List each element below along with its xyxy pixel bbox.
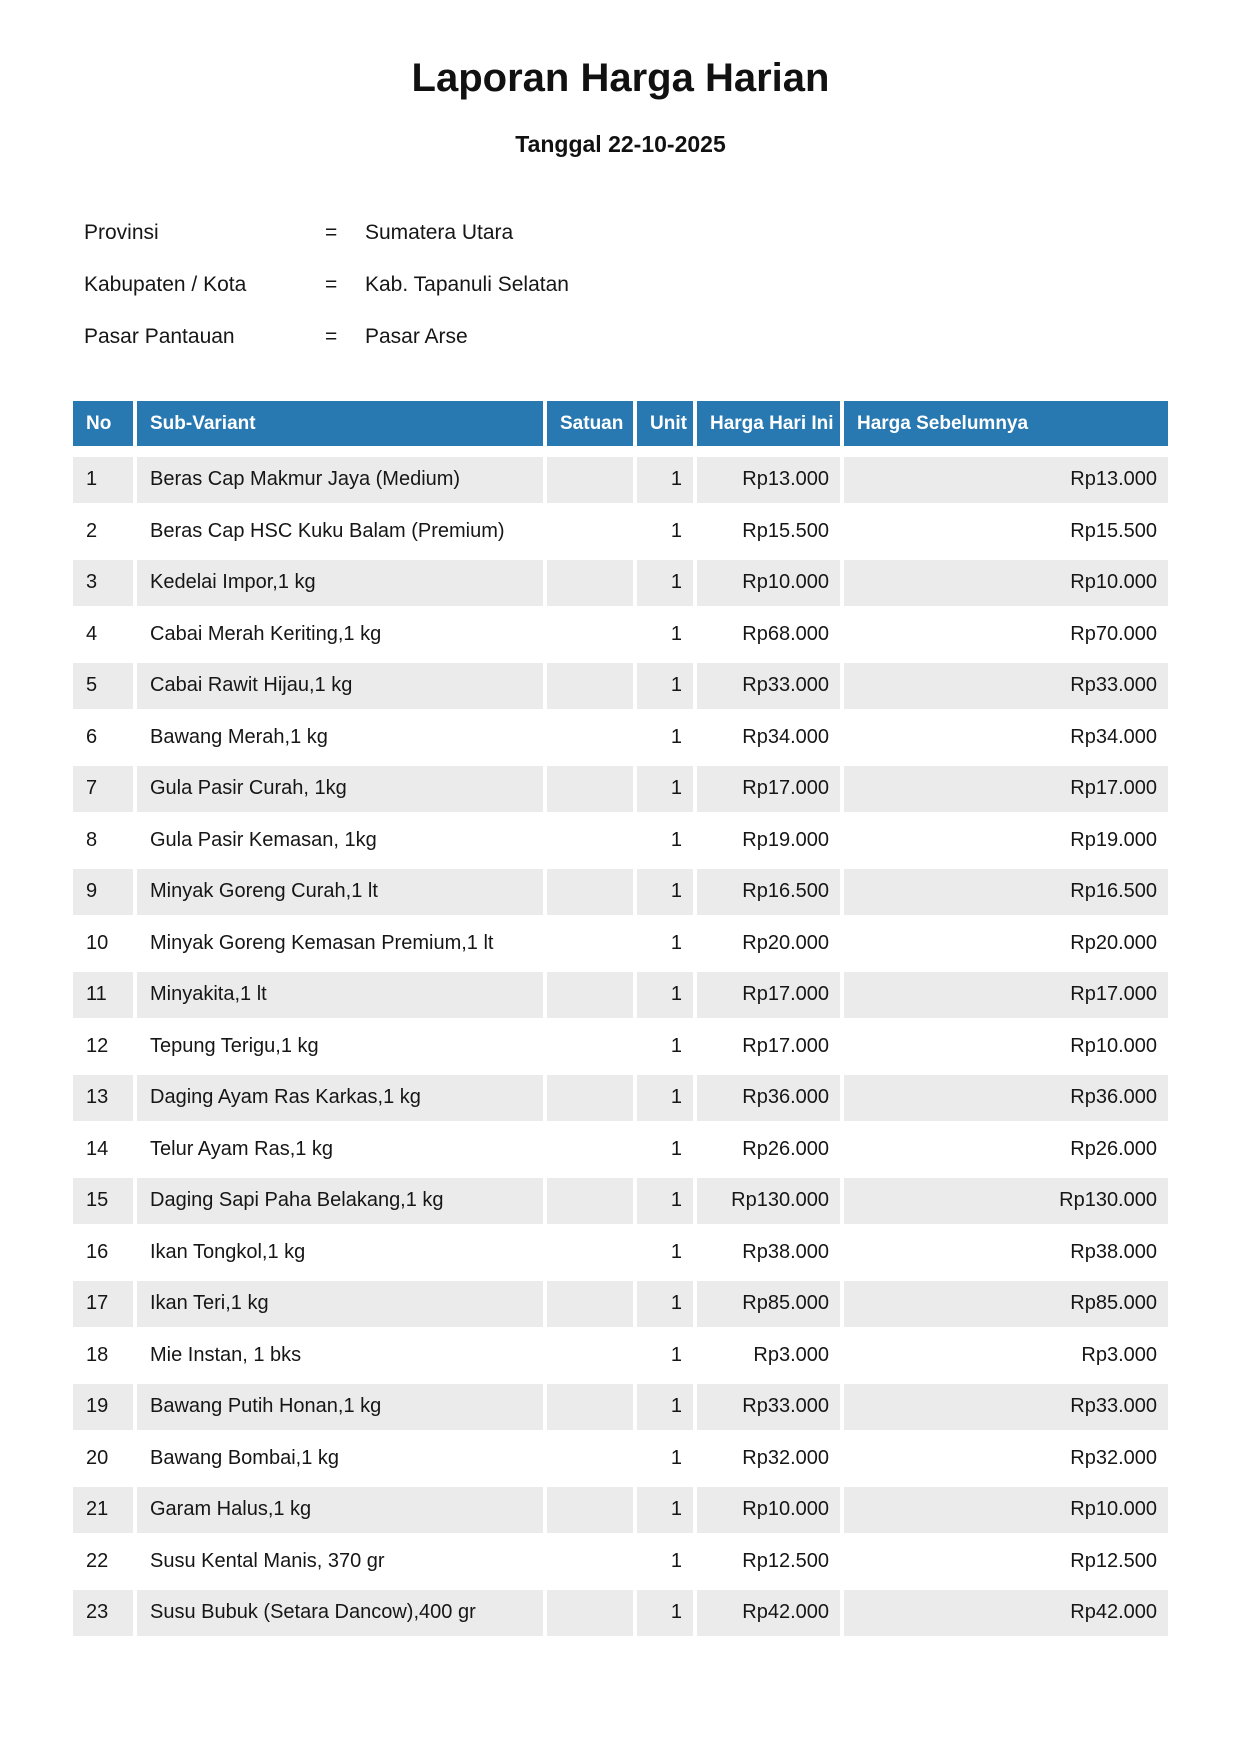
cell-no: 14 xyxy=(86,1137,109,1160)
info-value: Pasar Arse xyxy=(365,325,468,348)
cell-harga-hari-ini: Rp36.000 xyxy=(697,1075,840,1121)
cell-satuan xyxy=(547,818,633,864)
cell-sub-variant: Gula Pasir Curah, 1kg xyxy=(137,766,543,812)
cell-harga-hari-ini: Rp17.000 xyxy=(697,766,840,812)
cell-harga-hari-ini: Rp33.000 xyxy=(697,1384,840,1430)
cell-harga-hari-ini: Rp26.000 xyxy=(742,1137,829,1160)
cell-harga-hari-ini: Rp20.000 xyxy=(742,931,829,954)
cell-satuan xyxy=(547,869,633,915)
cell-unit: 1 xyxy=(637,1590,693,1636)
cell-unit: 1 xyxy=(637,663,693,709)
cell-harga-hari-ini: Rp3.000 xyxy=(753,1343,829,1366)
table-row xyxy=(73,1281,1168,1327)
cell-sub-variant: Telur Ayam Ras,1 kg xyxy=(150,1137,334,1160)
cell-harga-sebelumnya: Rp13.000 xyxy=(844,457,1168,503)
cell-satuan xyxy=(547,663,633,709)
cell-harga-sebelumnya: Rp16.500 xyxy=(844,869,1168,915)
cell-satuan xyxy=(547,1281,633,1327)
cell-satuan xyxy=(547,1487,633,1533)
column-header-sub-variant: Sub-Variant xyxy=(137,401,543,446)
table-row xyxy=(73,1230,1168,1276)
cell-no: 9 xyxy=(73,869,133,915)
cell-no: 22 xyxy=(86,1549,109,1572)
report-info xyxy=(84,222,784,378)
cell-satuan xyxy=(547,457,633,503)
cell-sub-variant: Ikan Teri,1 kg xyxy=(137,1281,543,1327)
cell-harga-sebelumnya: Rp12.500 xyxy=(1070,1549,1157,1572)
column-header-harga-hari-ini: Harga Hari Ini xyxy=(697,401,840,446)
cell-sub-variant: Kedelai Impor,1 kg xyxy=(137,560,543,606)
page-title: Laporan Harga Harian xyxy=(411,56,830,100)
equals-sign: = xyxy=(325,273,338,296)
table-header-row xyxy=(73,401,1168,446)
table-row xyxy=(73,715,1168,761)
cell-unit: 1 xyxy=(670,1137,682,1160)
column-header-satuan: Satuan xyxy=(547,401,633,446)
cell-harga-sebelumnya: Rp10.000 xyxy=(1070,1034,1157,1057)
cell-unit: 1 xyxy=(670,725,682,748)
cell-harga-sebelumnya: Rp36.000 xyxy=(844,1075,1168,1121)
cell-unit: 1 xyxy=(637,1384,693,1430)
cell-satuan xyxy=(547,1075,633,1121)
cell-harga-hari-ini: Rp17.000 xyxy=(742,1034,829,1057)
cell-no: 19 xyxy=(73,1384,133,1430)
table-row xyxy=(73,612,1168,658)
cell-harga-sebelumnya: Rp32.000 xyxy=(1070,1446,1157,1469)
cell-no: 11 xyxy=(73,972,133,1018)
info-label: Pasar Pantauan xyxy=(84,325,235,348)
cell-harga-hari-ini: Rp15.500 xyxy=(742,519,829,542)
cell-sub-variant: Minyakita,1 lt xyxy=(137,972,543,1018)
info-value: Kab. Tapanuli Selatan xyxy=(365,273,569,296)
cell-no: 6 xyxy=(86,725,98,748)
cell-harga-sebelumnya: Rp15.500 xyxy=(1070,519,1157,542)
equals-sign: = xyxy=(325,325,338,348)
cell-satuan xyxy=(547,1127,633,1173)
cell-no: 20 xyxy=(86,1446,109,1469)
cell-unit: 1 xyxy=(637,1487,693,1533)
price-table xyxy=(73,401,1168,1636)
table-row xyxy=(73,972,1168,1018)
cell-satuan xyxy=(547,560,633,606)
cell-harga-hari-ini: Rp10.000 xyxy=(697,560,840,606)
cell-harga-hari-ini: Rp42.000 xyxy=(697,1590,840,1636)
cell-harga-sebelumnya: Rp20.000 xyxy=(1070,931,1157,954)
column-header-no: No xyxy=(73,401,133,446)
cell-no: 3 xyxy=(73,560,133,606)
cell-unit: 1 xyxy=(637,972,693,1018)
cell-sub-variant: Tepung Terigu,1 kg xyxy=(150,1034,319,1057)
cell-harga-sebelumnya: Rp26.000 xyxy=(1070,1137,1157,1160)
cell-sub-variant: Daging Ayam Ras Karkas,1 kg xyxy=(137,1075,543,1121)
cell-no: 5 xyxy=(73,663,133,709)
info-label: Provinsi xyxy=(84,221,159,244)
cell-sub-variant: Gula Pasir Kemasan, 1kg xyxy=(150,828,377,851)
cell-unit: 1 xyxy=(670,1034,682,1057)
table-row xyxy=(73,869,1168,915)
table-row xyxy=(73,1075,1168,1121)
cell-sub-variant: Minyak Goreng Curah,1 lt xyxy=(137,869,543,915)
cell-satuan xyxy=(547,1590,633,1636)
cell-harga-hari-ini: Rp33.000 xyxy=(697,663,840,709)
cell-satuan xyxy=(547,766,633,812)
info-value: Sumatera Utara xyxy=(365,221,514,244)
cell-satuan xyxy=(547,1539,633,1585)
cell-no: 12 xyxy=(86,1034,109,1057)
table-row xyxy=(73,663,1168,709)
cell-harga-sebelumnya: Rp70.000 xyxy=(1070,622,1157,645)
cell-no: 16 xyxy=(86,1240,109,1263)
cell-sub-variant: Mie Instan, 1 bks xyxy=(150,1343,302,1366)
cell-satuan xyxy=(547,1384,633,1430)
cell-no: 7 xyxy=(73,766,133,812)
cell-unit: 1 xyxy=(670,622,682,645)
cell-harga-hari-ini: Rp17.000 xyxy=(697,972,840,1018)
cell-no: 13 xyxy=(73,1075,133,1121)
cell-no: 15 xyxy=(73,1178,133,1224)
cell-unit: 1 xyxy=(670,1446,682,1469)
cell-satuan xyxy=(547,1436,633,1482)
cell-harga-sebelumnya: Rp38.000 xyxy=(1070,1240,1157,1263)
info-row-kabupaten xyxy=(84,274,784,295)
report-date: Tanggal 22-10-2025 xyxy=(515,131,726,157)
cell-unit: 1 xyxy=(670,931,682,954)
cell-harga-sebelumnya: Rp10.000 xyxy=(844,1487,1168,1533)
cell-unit: 1 xyxy=(670,1343,682,1366)
cell-harga-sebelumnya: Rp17.000 xyxy=(844,972,1168,1018)
cell-unit: 1 xyxy=(637,869,693,915)
cell-sub-variant: Garam Halus,1 kg xyxy=(137,1487,543,1533)
cell-harga-hari-ini: Rp12.500 xyxy=(742,1549,829,1572)
cell-no: 2 xyxy=(86,519,98,542)
cell-unit: 1 xyxy=(670,1549,682,1572)
cell-harga-hari-ini: Rp85.000 xyxy=(697,1281,840,1327)
table-row xyxy=(73,509,1168,555)
cell-harga-sebelumnya: Rp19.000 xyxy=(1070,828,1157,851)
table-row xyxy=(73,1127,1168,1173)
cell-harga-hari-ini: Rp10.000 xyxy=(697,1487,840,1533)
table-row xyxy=(73,921,1168,967)
cell-unit: 1 xyxy=(670,828,682,851)
column-header-unit: Unit xyxy=(637,401,693,446)
cell-no: 1 xyxy=(73,457,133,503)
cell-satuan xyxy=(547,509,633,555)
cell-no: 10 xyxy=(86,931,109,954)
cell-no: 4 xyxy=(86,622,98,645)
cell-harga-sebelumnya: Rp130.000 xyxy=(844,1178,1168,1224)
cell-sub-variant: Daging Sapi Paha Belakang,1 kg xyxy=(137,1178,543,1224)
cell-harga-hari-ini: Rp38.000 xyxy=(742,1240,829,1263)
table-row xyxy=(73,1487,1168,1533)
cell-sub-variant: Ikan Tongkol,1 kg xyxy=(150,1240,306,1263)
cell-harga-hari-ini: Rp68.000 xyxy=(742,622,829,645)
table-row xyxy=(73,766,1168,812)
cell-harga-sebelumnya: Rp10.000 xyxy=(844,560,1168,606)
cell-sub-variant: Susu Kental Manis, 370 gr xyxy=(150,1549,385,1572)
cell-harga-sebelumnya: Rp3.000 xyxy=(1081,1343,1157,1366)
cell-sub-variant: Cabai Rawit Hijau,1 kg xyxy=(137,663,543,709)
cell-no: 23 xyxy=(73,1590,133,1636)
cell-harga-hari-ini: Rp130.000 xyxy=(697,1178,840,1224)
table-row xyxy=(73,1539,1168,1585)
column-header-harga-sebelumnya: Harga Sebelumnya xyxy=(844,401,1168,446)
table-row xyxy=(73,1333,1168,1379)
cell-satuan xyxy=(547,715,633,761)
table-row xyxy=(73,818,1168,864)
cell-no: 8 xyxy=(86,828,98,851)
cell-satuan xyxy=(547,1230,633,1276)
cell-unit: 1 xyxy=(637,766,693,812)
cell-unit: 1 xyxy=(637,1178,693,1224)
cell-unit: 1 xyxy=(637,1075,693,1121)
cell-unit: 1 xyxy=(637,457,693,503)
cell-sub-variant: Susu Bubuk (Setara Dancow),400 gr xyxy=(137,1590,543,1636)
cell-harga-sebelumnya: Rp33.000 xyxy=(844,1384,1168,1430)
cell-unit: 1 xyxy=(637,560,693,606)
info-label: Kabupaten / Kota xyxy=(84,273,247,296)
table-row xyxy=(73,457,1168,503)
cell-harga-hari-ini: Rp13.000 xyxy=(697,457,840,503)
table-row xyxy=(73,560,1168,606)
cell-satuan xyxy=(547,921,633,967)
cell-no: 21 xyxy=(73,1487,133,1533)
info-row-provinsi xyxy=(84,222,784,243)
cell-satuan xyxy=(547,1024,633,1070)
cell-sub-variant: Bawang Merah,1 kg xyxy=(150,725,328,748)
table-row xyxy=(73,1384,1168,1430)
cell-harga-hari-ini: Rp16.500 xyxy=(697,869,840,915)
cell-unit: 1 xyxy=(637,1281,693,1327)
cell-harga-sebelumnya: Rp17.000 xyxy=(844,766,1168,812)
cell-harga-sebelumnya: Rp34.000 xyxy=(1070,725,1157,748)
table-row xyxy=(73,1024,1168,1070)
cell-satuan xyxy=(547,1333,633,1379)
cell-unit: 1 xyxy=(670,519,682,542)
cell-no: 17 xyxy=(73,1281,133,1327)
cell-satuan xyxy=(547,1178,633,1224)
cell-sub-variant: Bawang Bombai,1 kg xyxy=(150,1446,340,1469)
cell-sub-variant: Minyak Goreng Kemasan Premium,1 lt xyxy=(150,931,494,954)
cell-harga-hari-ini: Rp19.000 xyxy=(742,828,829,851)
info-row-pasar xyxy=(84,326,784,347)
table-body xyxy=(73,457,1168,1636)
cell-harga-hari-ini: Rp32.000 xyxy=(742,1446,829,1469)
table-row xyxy=(73,1178,1168,1224)
cell-satuan xyxy=(547,972,633,1018)
cell-harga-sebelumnya: Rp42.000 xyxy=(844,1590,1168,1636)
table-row xyxy=(73,1590,1168,1636)
cell-harga-hari-ini: Rp34.000 xyxy=(742,725,829,748)
table-row xyxy=(73,1436,1168,1482)
cell-unit: 1 xyxy=(670,1240,682,1263)
cell-sub-variant: Beras Cap Makmur Jaya (Medium) xyxy=(137,457,543,503)
cell-harga-sebelumnya: Rp33.000 xyxy=(844,663,1168,709)
cell-sub-variant: Bawang Putih Honan,1 kg xyxy=(137,1384,543,1430)
cell-sub-variant: Cabai Merah Keriting,1 kg xyxy=(150,622,382,645)
cell-harga-sebelumnya: Rp85.000 xyxy=(844,1281,1168,1327)
cell-sub-variant: Beras Cap HSC Kuku Balam (Premium) xyxy=(150,519,505,542)
equals-sign: = xyxy=(325,221,338,244)
cell-satuan xyxy=(547,612,633,658)
cell-no: 18 xyxy=(86,1343,109,1366)
